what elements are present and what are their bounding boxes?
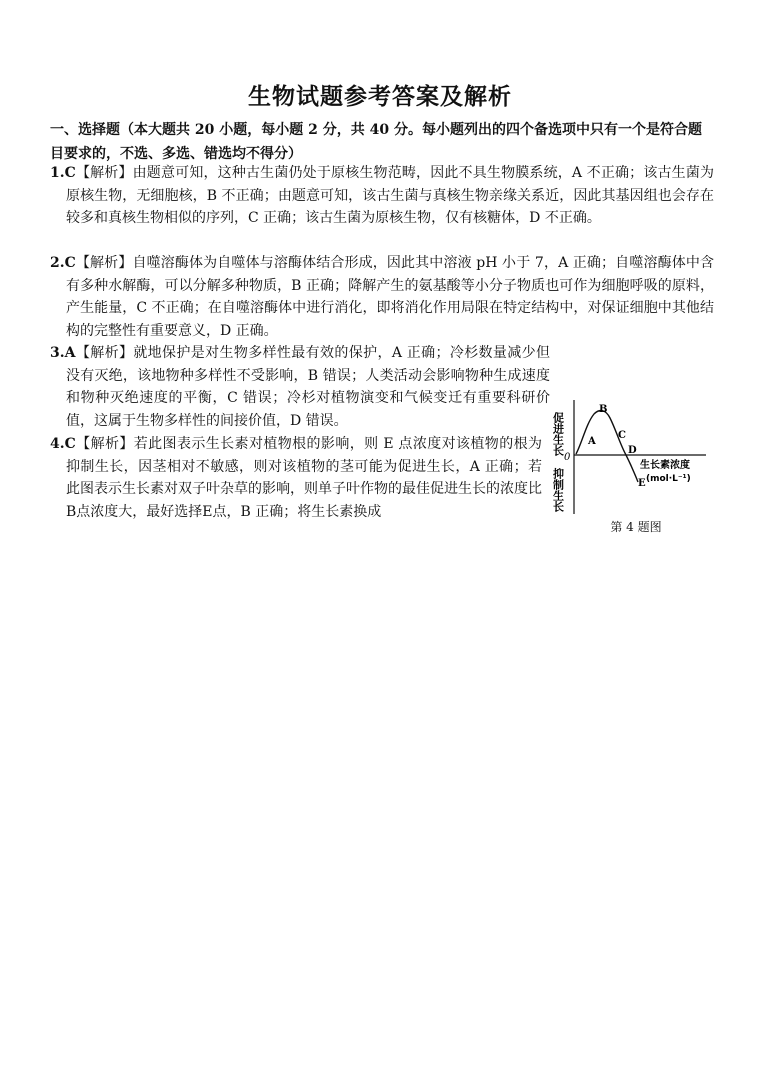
question-4 (50, 433, 542, 523)
question-1 (50, 162, 714, 230)
origin-label: 0 (564, 452, 571, 463)
page-title: 生物试题参考答案及解析 (248, 83, 512, 110)
question-answer: C (64, 436, 76, 452)
point-b: B (599, 404, 608, 415)
question-number: 2. (50, 255, 65, 271)
analysis-tag: 【解析】 (75, 345, 134, 361)
y-label-promote: 促进生长 (551, 412, 565, 456)
analysis-text: 自噬溶酶体为自噬体与溶酶体结合形成，因此其中溶液 pH 小于 7，A 正确；自噬溶酶体中含有多种水解酶，可以分解多种物质，B 正确；降解产生的氨基酸等小分子物质也可作为细胞呼吸的原料，产生能量，C 不正确；在自噬溶酶体中进行消化，即将消化作用局限在特定结构中，对保证细胞中其他结构的完整性有重要意义，D 正确。 (66, 255, 714, 339)
question-3 (50, 342, 550, 432)
point-d: D (628, 445, 637, 456)
question-answer: A (64, 345, 76, 361)
question-answer: C (64, 165, 76, 181)
point-a: A (588, 436, 596, 447)
analysis-text: 就地保护是对生物多样性最有效的保护，A 正确；冷杉数量减少但没有灭绝，该地物种多样性不受影响，B 错误；人类活动会影响物种生成速度和物种灭绝速度的平衡，C 错误；冷杉对植物演变和气候变迁有重要科研价值，这属于生物多样性的间接价值，D 错误。 (66, 345, 551, 429)
figure-caption: 第 4 题图 (610, 520, 662, 534)
point-c: C (618, 430, 626, 441)
point-e: E (638, 478, 646, 489)
analysis-tag: 【解析】 (75, 436, 134, 452)
y-label-inhibit: 抑制生长 (551, 468, 565, 512)
question-number: 4. (50, 436, 65, 452)
x-label: 生长素浓度 (640, 460, 690, 471)
question-number: 1. (50, 165, 65, 181)
question-2 (50, 252, 714, 342)
analysis-tag: 【解析】 (75, 165, 133, 181)
section-heading: 一、选择题（本大题共 20 小题，每小题 2 分，共 40 分。每小题列出的四个备选项中只有一个是符合题目要求的，不选、多选、错选均不得分） (50, 122, 702, 162)
question-answer: C (64, 255, 76, 271)
question-number: 3. (50, 345, 65, 361)
x-unit: (mol·L⁻¹) (646, 474, 691, 484)
analysis-text: 若此图表示生长素对植物根的影响，则 E 点浓度对该植物的根为抑制生长，因茎相对不敏感，则对该植物的茎可能为促进生长，A 正确；若此图表示生长素对双子叶杂草的影响，则单子叶作物的最佳促进生长的浓度比B点浓度大，最好选择E点，B 正确；将生长素换成 (66, 436, 542, 520)
figure-4 (551, 398, 716, 538)
analysis-tag: 【解析】 (75, 255, 133, 271)
growth-curve-diagram (551, 398, 716, 518)
analysis-text: 由题意可知，这种古生菌仍处于原核生物范畴，因此不具生物膜系统，A 不正确；该古生菌为原核生物，无细胞核，B 不正确；由题意可知，该古生菌与真核生物亲缘关系近，因此其基因组也会存在较多和真核生物相似的序列，C 正确；该古生菌为原核生物，仅有核糖体，D 不正确。 (66, 165, 715, 226)
